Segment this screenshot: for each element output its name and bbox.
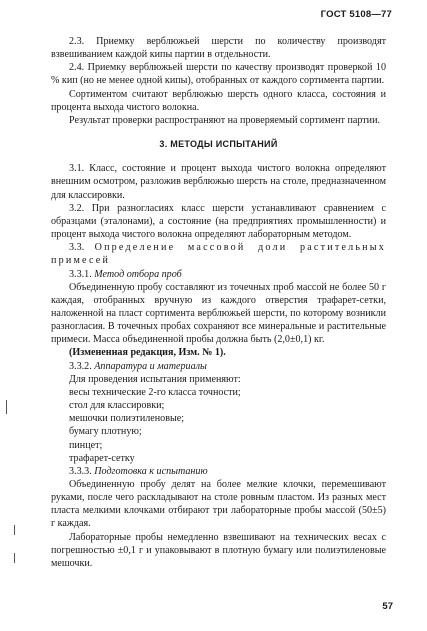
paragraph-3-3-1: Объединенную пробу составляют из точечных проб массой не более 50 г каждая, отобранных вручную из каждого отверстия трафарет-сетки, наложенной на пласт сортимента верблюжьей шерсти, по которому возникли разногласия. В точечных пробах сохраняют все минеральные и растительные примеси. Масса объединенной пробы должна быть (2,0±0,1) кг. [51, 281, 386, 346]
equipment-item: стол для классировки; [69, 400, 165, 412]
paragraph-2-4: 2.4. Приемку верблюжьей шерсти по качеству производят проверкой 10 % кип (но не менее одной кипы), отобранных от каждого сортимента партии. [51, 62, 386, 87]
equipment-item: весы технические 2-го класса точности; [69, 386, 241, 398]
heading-3-3-2-number: 3.3.2. [69, 360, 92, 372]
equipment-item: пинцет; [69, 439, 103, 451]
paragraph-3-1: 3.1. Класс, состояние и процент выхода чистого волокна определяют внешним осмотром, разложив верблюжью шерсть на столе, предназначенном для классировки. [51, 163, 386, 201]
page-content [51, 35, 386, 570]
margin-mark [14, 525, 15, 535]
equipment-intro: Для проведения испытания применяют: [69, 373, 241, 385]
margin-mark [6, 400, 7, 414]
heading-3-3-2-title: Аппаратура и материалы [94, 360, 207, 372]
paragraph-3-3-3-b: Лабораторные пробы немедленно взвешивают на технических весах с погрешностью ±0,1 г и упаковывают в плотную бумагу или полиэтиленовые мешочки. [51, 531, 386, 569]
heading-3-3 [51, 241, 386, 267]
heading-3-3-2 [51, 360, 386, 373]
equipment-item: бумагу плотную; [69, 426, 142, 438]
standard-header: ГОСТ 5108—77 [320, 9, 392, 20]
heading-3-3-3-number: 3.3.3. [69, 465, 92, 477]
paragraph-result: Результат проверки распространяют на проверяемый сортимент партии. [69, 114, 380, 126]
heading-3-3-1 [51, 268, 386, 281]
page-number: 57 [382, 601, 393, 612]
heading-3-3-title: Определение массовой доли растительных примесей [51, 242, 386, 267]
section-title: 3. МЕТОДЫ ИСПЫТАНИЙ [159, 139, 278, 150]
margin-mark [14, 553, 15, 563]
heading-3-3-3-title: Подготовка к испытанию [94, 465, 208, 477]
paragraph-sortiment: Сортиментом считают верблюжью шерсть одного класса, состояния и процента выхода чистого волокна. [51, 88, 386, 113]
heading-3-3-1-number: 3.3.1. [69, 268, 92, 280]
heading-3-3-1-title: Метод отбора проб [94, 268, 182, 280]
equipment-item: трафарет-сетку [69, 452, 135, 464]
paragraph-2-3: 2.3. Приемку верблюжьей шерсти по количеству производят взвешиванием каждой кипы партии в отдельности. [51, 36, 386, 61]
paragraph-3-3-3-a: Объединенную пробу делят на более мелкие клочки, перемешивают руками, после чего раскладывают на столе ровным пластом. Из разных мест пласта мелкими клочками отбирают три лабораторные пробы массой (50±5) г каждая. [51, 479, 386, 530]
equipment-item: мешочки полиэтиленовые; [69, 413, 185, 425]
heading-3-3-3 [51, 465, 386, 478]
paragraph-3-2: 3.2. При разногласиях класс шерсти устанавливают сравнением с образцами (эталонами), а состояние (на предприятиях промышленности) и процент выхода чистого волокна определяют лабораторным методом. [51, 202, 386, 241]
heading-3-3-number: 3.3. [69, 242, 85, 254]
amendment-note: (Измененная редакция, Изм. № 1). [69, 347, 226, 359]
